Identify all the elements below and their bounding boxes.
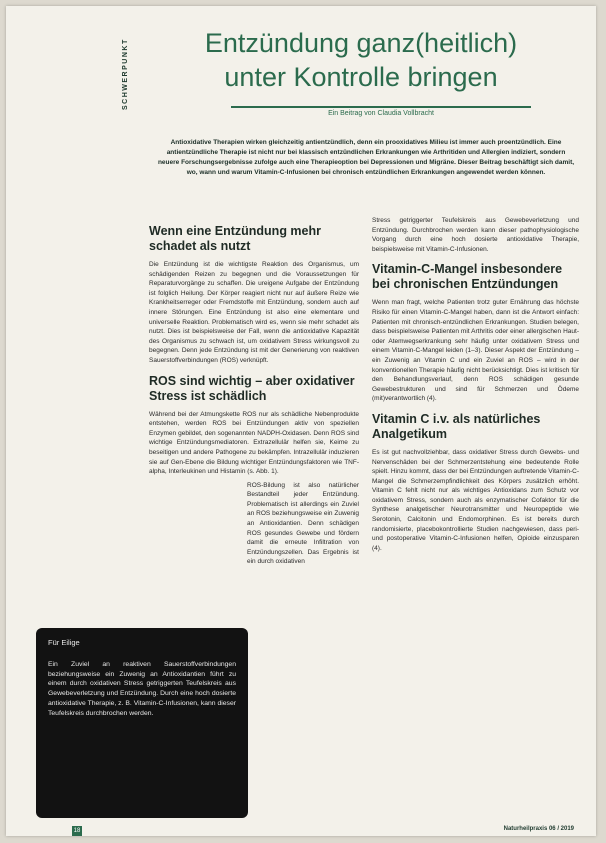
article-title	[151, 26, 571, 94]
page-number: 18	[73, 828, 81, 834]
summary-box-title: Für Eilige	[48, 638, 80, 647]
paragraph: Während bei der Atmungskette ROS nur als schädliche Nebenprodukte entstehen, werden ROS bei Entzündungen aktiv von speziellen Enzymen gebildet, den sogenannten NADPH-Oxidasen. Denn ROS sind wichtige Entzündungsmediatoren. Extrazellulär helfen sie, Keime zu beseitigen und andere Pathogene zu bekämpfen. Intrazellulär induzieren sie auf Gen-Ebene die Bildung wichtiger Entzündungsfaktoren wie TNF-alpha, Interleukinen und Histamin (s. Abb. 1).	[149, 410, 359, 476]
byline-block	[231, 106, 531, 120]
right-column	[372, 216, 579, 557]
paragraph: Es ist gut nachvollziehbar, dass oxidativer Stress durch Gewebs- und Nervenschäden bei der Schmerzentstehung eine bedeutende Rolle spielt. Hinzu kommt, dass der bei Entzündungen auftretende Vitamin-C-Mangel die Schmerzempfindlichkeit des Körpers zusätzlich erhöht. Vitamin C fehlt nicht nur als wichtiges Antioxidans zum Schutz vor oxidativem Stress, sondern auch als enzymatischer Cofaktor für die Synthese analgetischer Neurotransmitter und Neuropeptide wie Serotonin, Calcitonin und Endomorphinen. Es ist bereits durch randomisierte, placebokontrollierte Studien nachgewiesen, dass peri- und postoperative Vitamin-C-Infusionen helfen, Opioide einzusparen (4).	[372, 448, 579, 552]
title-line-2: unter Kontrolle bringen	[224, 62, 498, 92]
paragraph: Die Entzündung ist die wichtigste Reaktion des Organismus, um schädigenden Reizen zu begegnen und die Voraussetzungen für Reparaturvorgänge zu schaffen. Die ureigene Aufgabe der Entzündung ist folglich Heilung. Der Körper reagiert nicht nur auf äußere Reize wie Krankheitserreger oder Fremdstoffe mit Entzündung, sondern auch auf innere Störungen. Eine Entzündung ist also eine elementare und universelle Reaktion. Problematisch wird es, wenn sie mehr schadet als nutzt. Dies ist beispielsweise der Fall, wenn die antioxidative Kapazität des Organismus zu schwach ist, um oxidativem Stress wirkungsvoll zu begegnen. Denn jede Entzündung ist mit der Generierung von reaktiven Sauerstoffverbindungen (ROS) verknüpft.	[149, 261, 359, 364]
heading-inflammation: Wenn eine Entzündung mehr schadet als nutzt	[149, 224, 321, 253]
heading-analgesic: Vitamin C i.v. als natürliches Analgetikum	[372, 411, 541, 441]
summary-box	[36, 628, 248, 818]
paragraph: ROS-Bildung ist also natürlicher Bestandteil jeder Entzündung. Problematisch ist allerdings ein Zuviel an ROS beziehungsweise ein Zuwenig an Antioxidantien. Denn schädigen ROS gesundes Gewebe und fördern damit die erneute Infiltration von Entzündungszellen. Das Ergebnis ist ein durch oxidativen	[247, 481, 359, 566]
summary-box-text: Ein Zuviel an reaktiven Sauerstoffverbindungen beziehungsweise ein Zuwenig an Antioxidantien führt zu einem durch oxidativen Stress getriggerten Teufelskreis aus Gewebeverletzung und Entzündung. Durch eine hoch dosierte antioxidative Therapie, z. B. Vitamin-C-Infusionen, kann dieser Teufelskreis durchbrochen werden.	[48, 660, 236, 717]
heading-ros: ROS sind wichtig – aber oxidativer Stress ist schädlich	[149, 373, 355, 403]
narrow-text	[149, 481, 359, 567]
lead-paragraph: Antioxidative Therapien wirken gleichzeitig antientzündlich, denn ein prooxidatives Milieu ist immer auch proentzündlich. Eine antientzündliche Therapie ist nicht nur bei klassisch entzündlichen Erkrankungen wie Arthritiden und Allergien indiziert, sondern neuere Forschungsergebnisse zufolge auch eine Therapieoption bei Depressionen und Migräne. Dieser Beitrag beschäftigt sich damit, wo, wann und warum Vitamin-C-Infusionen bei chronisch entzündlichen Erkrankungen angewendet werden können.	[157, 139, 575, 176]
title-line-1: Entzündung ganz(heitlich)	[204, 28, 518, 58]
section-label: SCHWERPUNKT	[122, 38, 129, 110]
paragraph: Wenn man fragt, welche Patienten trotz guter Ernährung das höchste Risiko für einen Vitamin-C-Mangel haben, dann ist die Antwort einfach: Patienten mit chronisch-entzündlichen Erkrankungen. Studien belegen, dass beispielsweise Patienten mit Arthritis oder einer allergischen Haut- oder Atemwegserkrankung sehr häufig unter oxidativem Stress und einem Vitamin-C-Mangel leiden (1–3). Dieser Aspekt der Entzündung – ein Zuwenig an Vitamin C und ein Zuviel an ROS – wird in der konventionellen Therapie häufig nicht berücksichtigt. Dies ist kritisch für den Behandlungsverlauf, denn ROS schädigen gesunde Gewebestrukturen und sind für Schmerzen und Ödeme (mit)verantwortlich (4).	[372, 299, 579, 403]
byline: Ein Beitrag von Claudia Vollbracht	[328, 110, 434, 117]
heading-vitamin-c-deficiency: Vitamin-C-Mangel insbesondere bei chronischen Entzündungen	[372, 262, 563, 292]
left-column	[149, 216, 359, 571]
magazine-page	[6, 6, 596, 836]
paragraph: Stress getriggerter Teufelskreis aus Gewebeverletzung und Entzündung. Durchbrochen werden kann dieser pathophysiologische Vorgang durch eine hoch dosierte antioxidative Therapie, beispielsweise mit Vitamin-C-Infusionen.	[372, 217, 579, 253]
footer-publication: Naturheilpraxis 06 / 2019	[503, 826, 574, 832]
byline-rule	[231, 106, 531, 108]
